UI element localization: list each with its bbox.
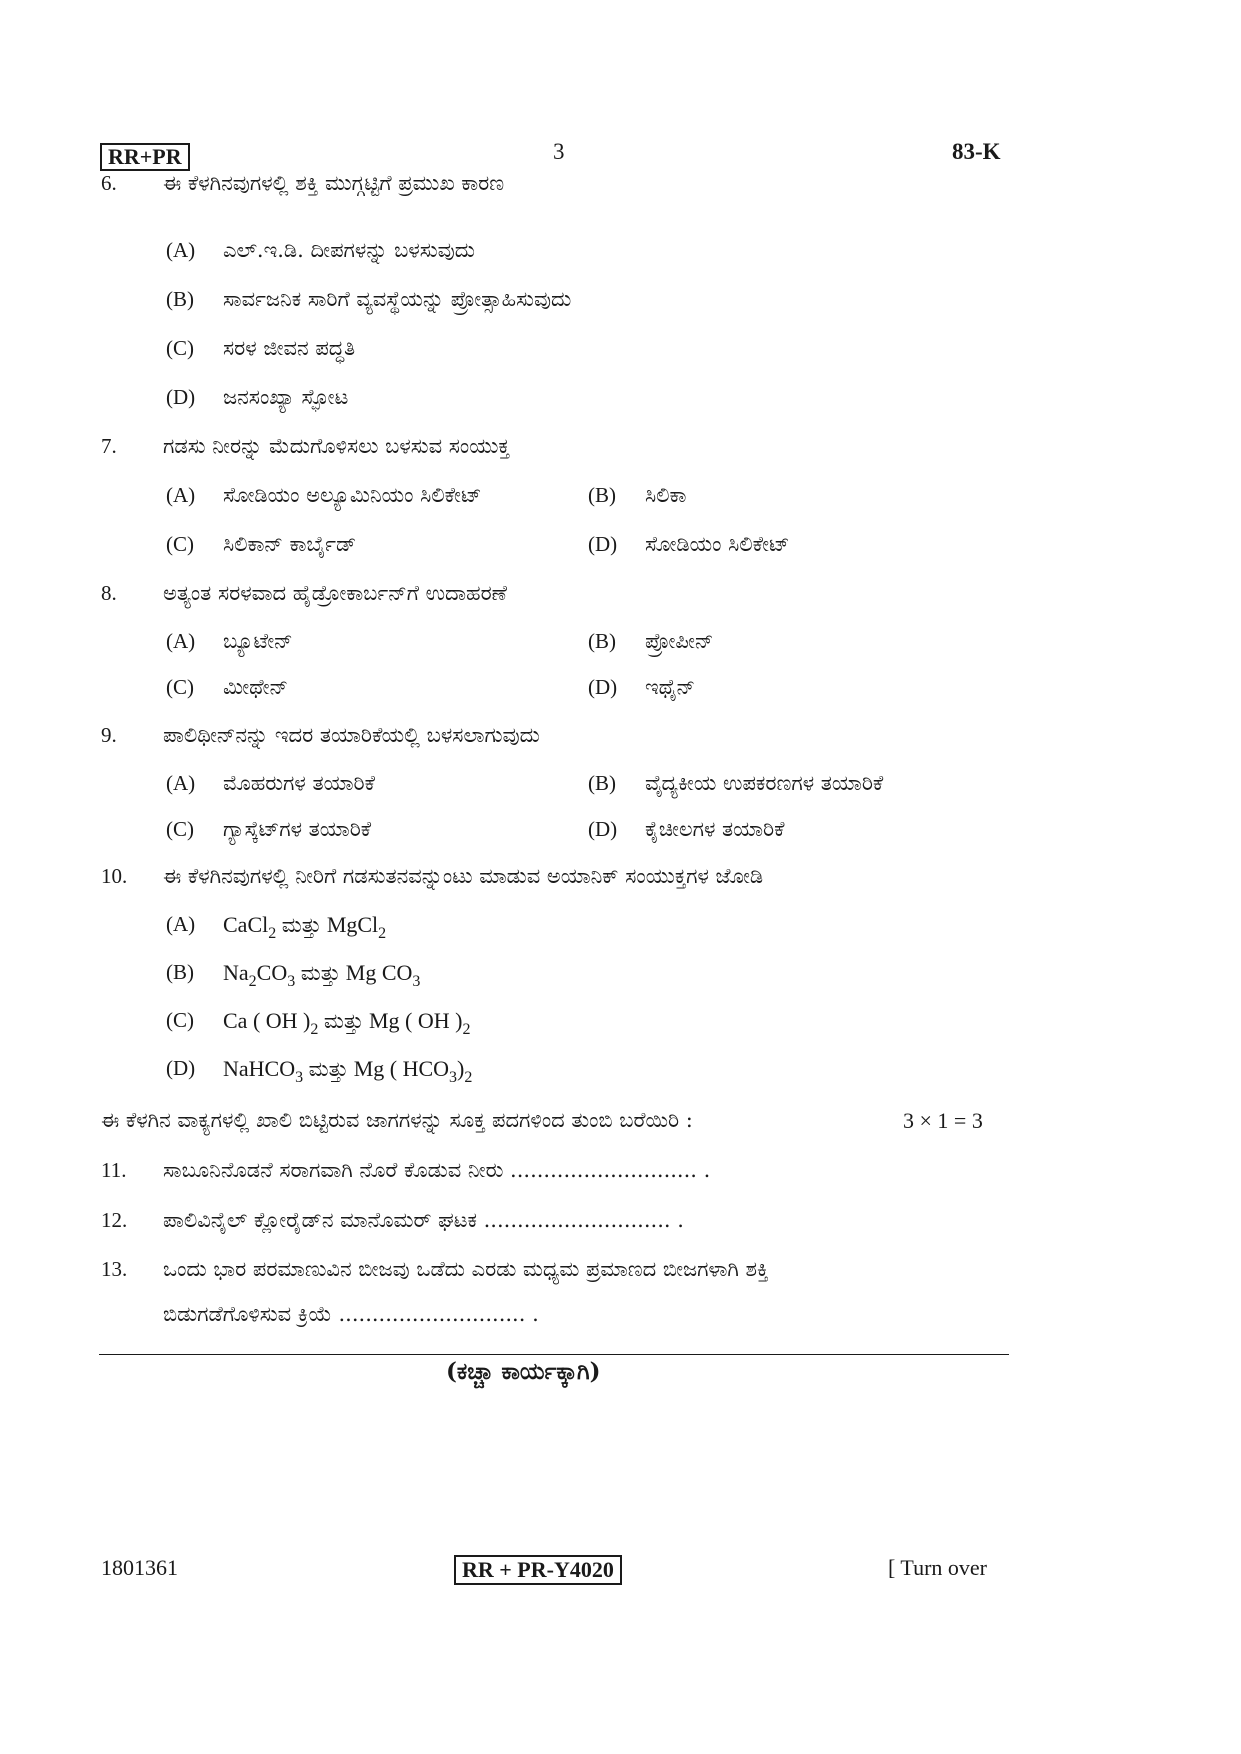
option-label: (C)	[166, 1008, 194, 1032]
question-number: 11.	[101, 1158, 127, 1182]
option-text: ಇಥೈನ್	[645, 675, 696, 699]
option-label: (C)	[166, 532, 194, 556]
question-text: ಪಾಲಿಥೀನ್‌ನನ್ನು ಇದರ ತಯಾರಿಕೆಯಲ್ಲಿ ಬಳಸಲಾಗುವುದು	[163, 723, 540, 747]
option-text: ಸರಳ ಜೀವನ ಪದ್ಧತಿ	[223, 336, 356, 360]
question-text: ಈ ಕೆಳಗಿನವುಗಳಲ್ಲಿ ಶಕ್ತಿ ಮುಗ್ಗಟ್ಟಿಗೆ ಪ್ರಮುಖ ಕಾರಣ	[163, 171, 505, 195]
option-label: (B)	[166, 960, 194, 984]
section-instruction: ಈ ಕೆಳಗಿನ ವಾಕ್ಯಗಳಲ್ಲಿ ಖಾಲಿ ಬಿಟ್ಟಿರುವ ಜಾಗಗಳನ್ನು ಸೂಕ್ತ ಪದಗಳಿಂದ ತುಂಬಿ ಬರೆಯಿರಿ :	[101, 1108, 693, 1132]
option-label: (D)	[166, 385, 196, 409]
option-label: (C)	[166, 675, 194, 699]
footer-code: 1801361	[101, 1555, 178, 1580]
question-text: ಈ ಕೆಳಗಿನವುಗಳಲ್ಲಿ ನೀರಿಗೆ ಗಡಸುತನವನ್ನುಂಟು ಮಾಡುವ ಅಯಾನಿಕ್ ಸಂಯುಕ್ತಗಳ ಜೋಡಿ	[163, 864, 764, 888]
question-number: 13.	[101, 1257, 128, 1281]
option-text: ಗ್ಯಾಸ್ಕೆಟ್‌ಗಳ ತಯಾರಿಕೆ	[223, 817, 372, 841]
option-text: ಸೋಡಿಯಂ ಅಲ್ಯೂಮಿನಿಯಂ ಸಿಲಿಕೇಟ್	[223, 483, 482, 507]
option-text: ಮೊಹರುಗಳ ತಯಾರಿಕೆ	[223, 771, 375, 795]
question-text: ಒಂದು ಭಾರ ಪರಮಾಣುವಿನ ಬೀಜವು ಒಡೆದು ಎರಡು ಮಧ್ಯಮ ಪ್ರಮಾಣದ ಬೀಜಗಳಾಗಿ ಶಕ್ತಿ	[163, 1257, 769, 1281]
rough-work-label: (ಕಚ್ಚಾ ಕಾರ್ಯಕ್ಕಾಗಿ)	[446, 1358, 601, 1385]
option-label: (B)	[166, 287, 194, 311]
section-marks: 3 × 1 = 3	[903, 1108, 983, 1133]
option-text: ಬ್ಯೂಟೇನ್	[223, 629, 293, 653]
option-text: ಕೈಚೀಲಗಳ ತಯಾರಿಕೆ	[645, 817, 785, 841]
option-text: ಜನಸಂಖ್ಯಾ ಸ್ಫೋಟ	[223, 385, 349, 409]
question-text: ಗಡಸು ನೀರನ್ನು ಮೆದುಗೊಳಿಸಲು ಬಳಸುವ ಸಂಯುಕ್ತ	[163, 434, 510, 458]
option-label: (A)	[166, 771, 196, 795]
question-number: 8.	[101, 581, 117, 605]
option-label: (B)	[588, 483, 616, 507]
page-number: 3	[553, 139, 565, 164]
option-label: (D)	[588, 817, 618, 841]
option-text: ಎಲ್.ಇ.ಡಿ. ದೀಪಗಳನ್ನು ಬಳಸುವುದು	[223, 238, 475, 262]
option-label: (A)	[166, 238, 196, 262]
option-label: (A)	[166, 483, 196, 507]
option-formula: Ca ( OH )$_2$ ಮತ್ತು Mg ( OH )$_2$	[223, 1008, 471, 1038]
footer-series-box: RR + PR-Y4020	[454, 1555, 622, 1585]
question-number: 7.	[101, 434, 117, 458]
option-label: (D)	[166, 1056, 196, 1080]
option-text: ವೈದ್ಯಕೀಯ ಉಪಕರಣಗಳ ತಯಾರಿಕೆ	[645, 771, 884, 795]
option-text: ಪ್ರೋಪೀನ್	[645, 629, 714, 653]
question-text: ಪಾಲಿವಿನೈಲ್ ಕ್ಲೋರೈಡ್‌ನ ಮಾನೊಮರ್ ಘಟಕ ............................ .	[163, 1208, 684, 1232]
question-number: 6.	[101, 171, 117, 195]
option-label: (B)	[588, 771, 616, 795]
option-text: ಸಿಲಿಕಾ	[645, 483, 687, 507]
option-label: (B)	[588, 629, 616, 653]
option-label: (D)	[588, 675, 618, 699]
option-label: (A)	[166, 912, 196, 936]
question-number: 9.	[101, 723, 117, 747]
question-text-continued: ಬಿಡುಗಡೆಗೊಳಿಸುವ ಕ್ರಿಯೆ ............................ .	[163, 1302, 539, 1326]
option-label: (C)	[166, 817, 194, 841]
option-text: ಸಾರ್ವಜನಿಕ ಸಾರಿಗೆ ವ್ಯವಸ್ಥೆಯನ್ನು ಪ್ರೋತ್ಸಾಹಿಸುವುದು	[223, 287, 572, 311]
option-label: (A)	[166, 629, 196, 653]
question-text: ಸಾಬೂನಿನೊಡನೆ ಸರಾಗವಾಗಿ ನೊರೆ ಕೊಡುವ ನೀರು ............................ .	[163, 1158, 711, 1182]
option-text: ಸಿಲಿಕಾನ್ ಕಾರ್ಬೈಡ್	[223, 532, 357, 556]
option-label: (C)	[166, 336, 194, 360]
series-code-box: RR+PR	[100, 143, 190, 171]
option-formula: CaCl$_2$ ಮತ್ತು MgCl$_2$	[223, 912, 387, 942]
option-label: (D)	[588, 532, 618, 556]
divider-line	[99, 1354, 1009, 1355]
option-formula: NaHCO$_3$ ಮತ್ತು Mg ( $HCO_3)_2$	[223, 1056, 473, 1086]
question-text: ಅತ್ಯಂತ ಸರಳವಾದ ಹೈಡ್ರೋಕಾರ್ಬನ್‌ಗೆ ಉದಾಹರಣೆ	[163, 581, 507, 605]
option-text: ಸೋಡಿಯಂ ಸಿಲಿಕೇಟ್	[645, 532, 790, 556]
question-number: 12.	[101, 1208, 128, 1232]
paper-code: 83-K	[952, 139, 1001, 164]
turn-over-label: [ Turn over	[888, 1555, 988, 1580]
option-text: ಮೀಥೇನ್	[223, 675, 289, 699]
option-formula: $Na_2CO_3$ ಮತ್ತು Mg $CO_3$	[223, 960, 421, 990]
question-number: 10.	[101, 864, 128, 888]
